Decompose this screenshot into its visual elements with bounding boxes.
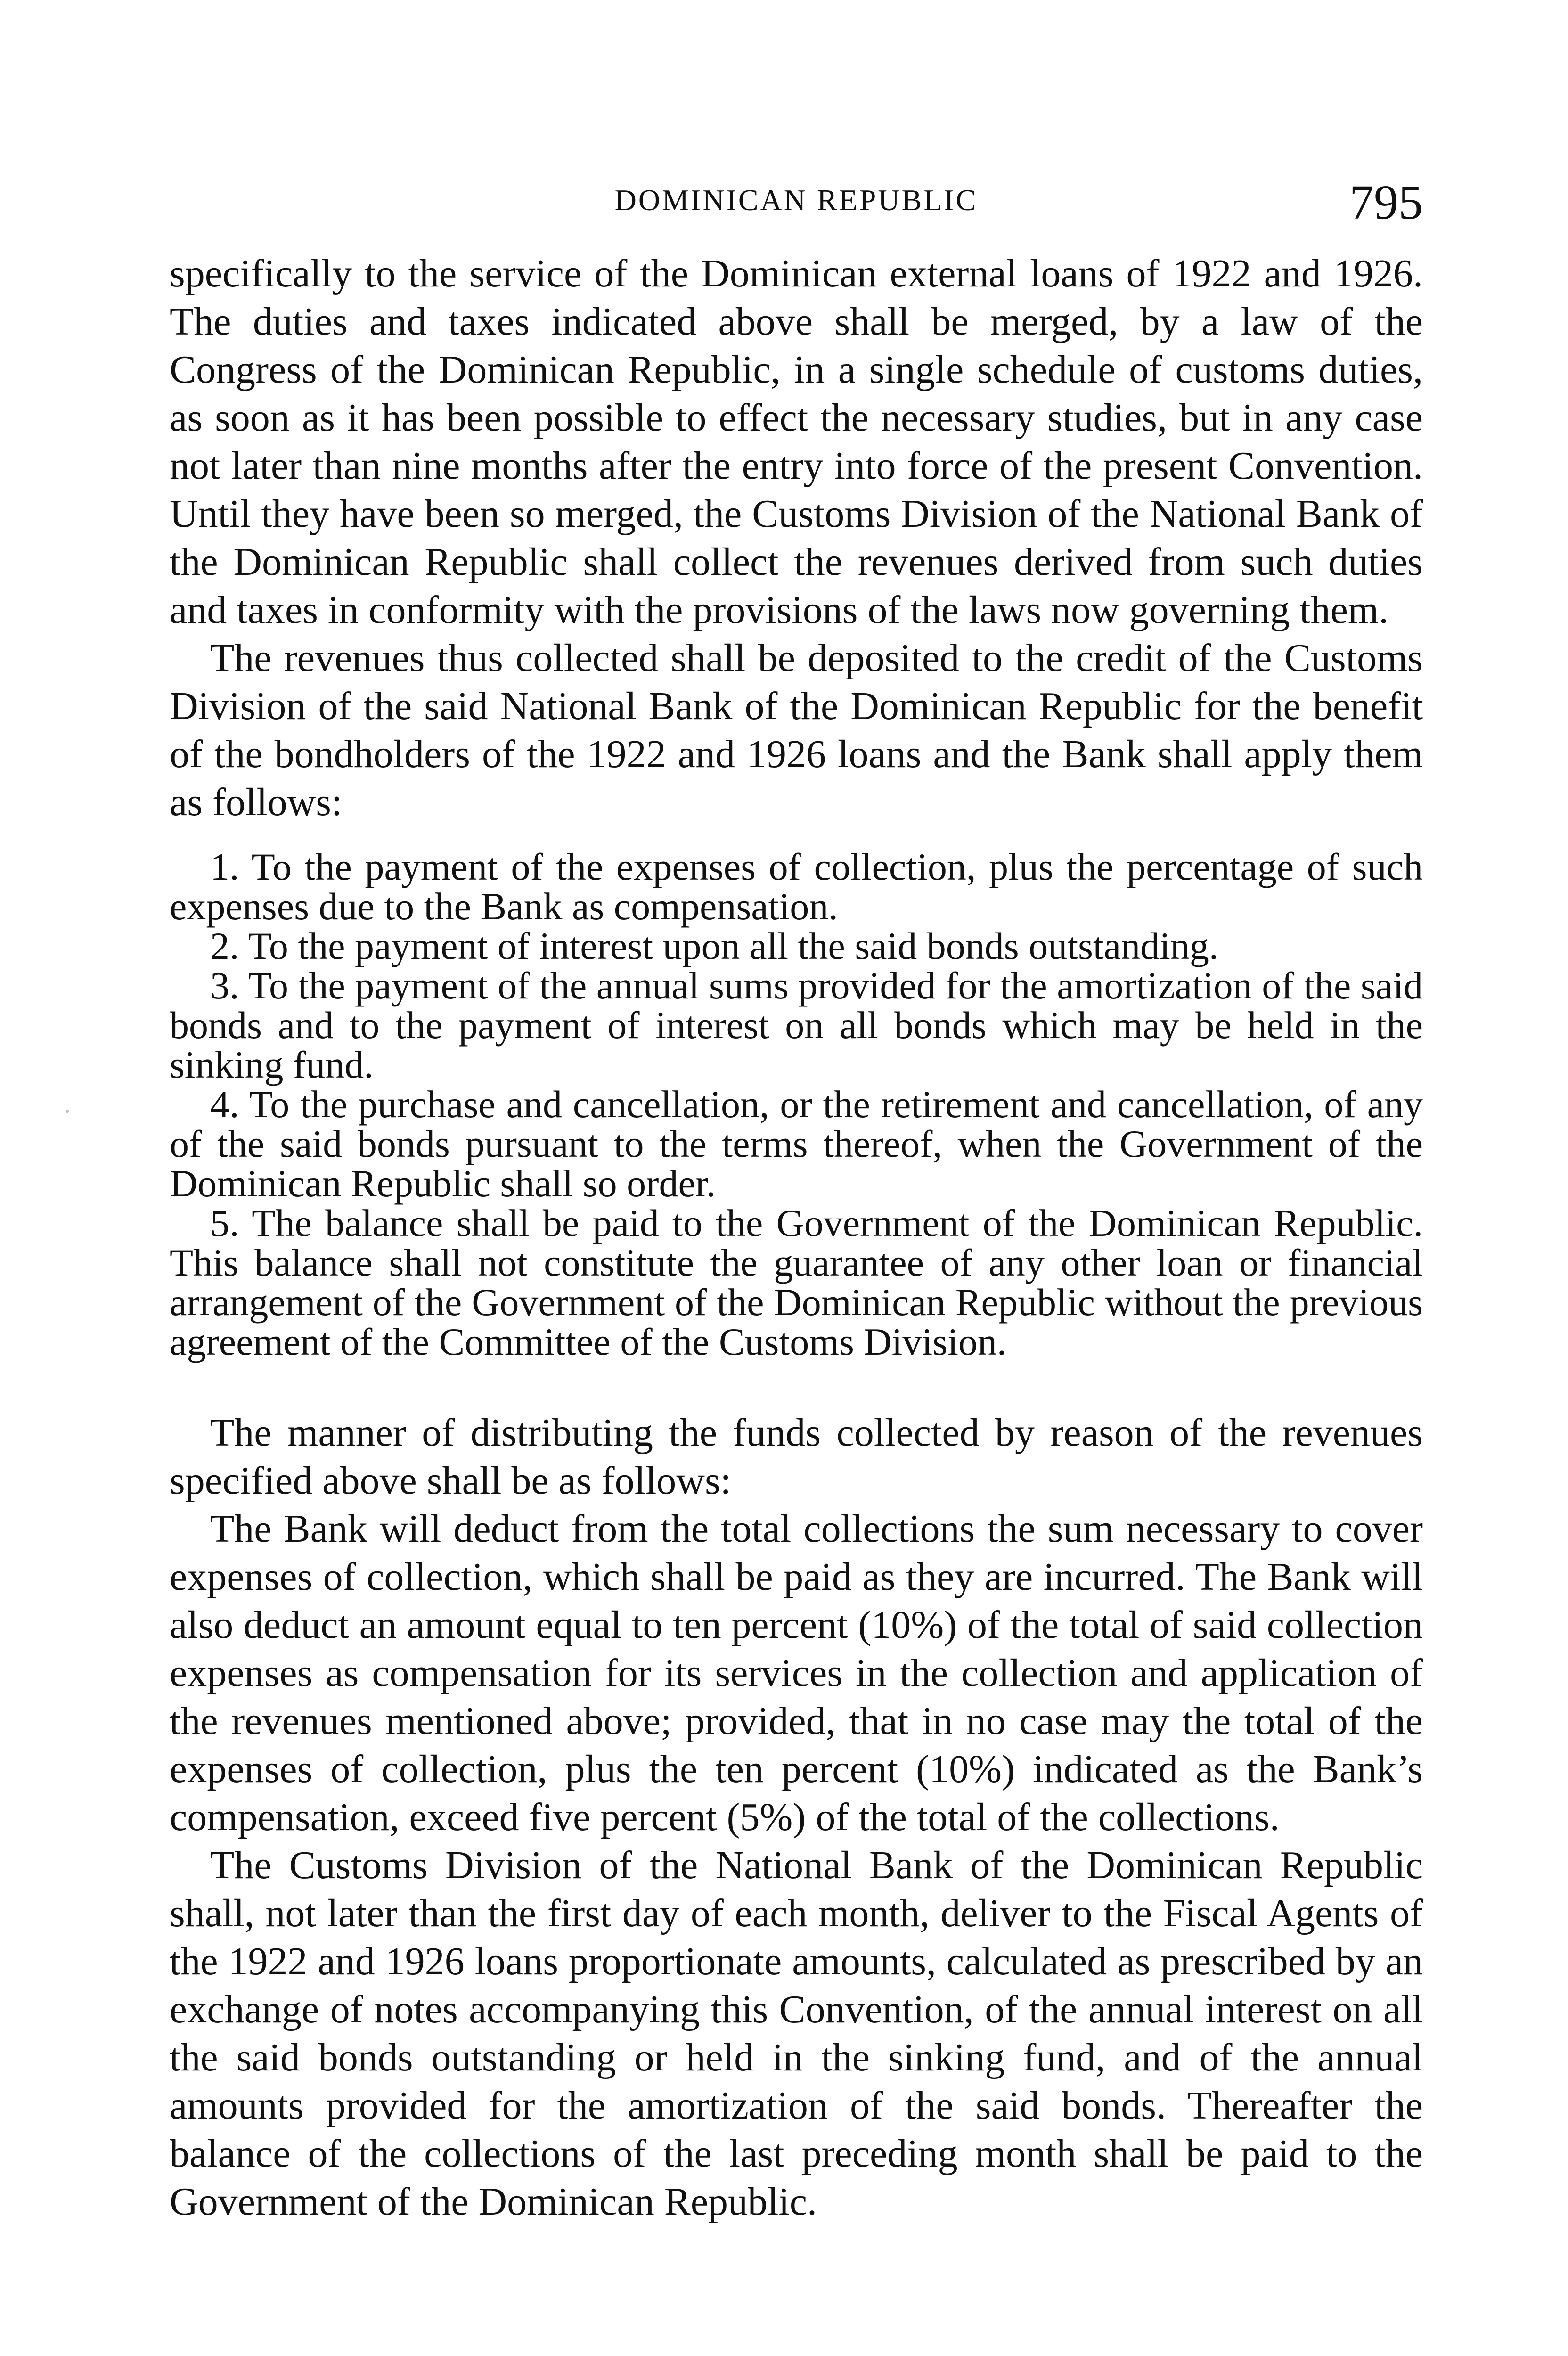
list-item: 5. The balance shall be paid to the Government of the Dominican Republic. This balance shall not constitute the guarantee of any other loan or financial arrangement of the Government of the Dominican Republic without the previous agreement of the Committee of the Customs Division. xyxy=(170,1202,1423,1363)
paragraph-distribution-intro: The manner of distributing the funds collected by reason of the revenues specified above shall be as follows: xyxy=(170,1411,1423,1503)
page-number: 795 xyxy=(1349,175,1423,229)
running-title: DOMINICAN REPUBLIC xyxy=(614,183,978,217)
paragraph-monthly-delivery: The Customs Division of the National Bank of the Dominican Republic shall, not later than the first day of each month, deliver to the Fiscal Agents of the 1922 and 1926 loans proportionate amounts, calculated as prescribed by an exchange of notes accompanying this Convention, of the annual interest on all the said bonds outstanding or held in the sinking fund, and of the annual amounts provided for the amortization of the said bonds. Thereafter the balance of the collections of the last preceding month shall be paid to the Government of the Dominican Republic. xyxy=(170,1843,1423,2224)
application-list xyxy=(170,847,1423,1362)
paragraph-bank-deductions: The Bank will deduct from the total collections the sum necessary to cover expenses of collection, which shall be paid as they are incurred. The Bank will also deduct an amount equal to ten percent (10%) of the total of said collection expenses as compensation for its services in the collection and application of the revenues mentioned above; provided, that in no case may the total of the expenses of collection, plus the ten percent (10%) indicated as the Bank’s compensation, exceed five percent (5%) of the total of the collections. xyxy=(170,1507,1423,1839)
running-head xyxy=(170,174,1423,229)
paragraph-continuation: specifically to the service of the Dominican external loans of 1922 and 1926. The duties and taxes indicated above shall be merged, by a law of the Congress of the Dominican Republic, in a single schedule of customs duties, as soon as it has been possible to effect the necessary studies, but in any case not later than nine months after the entry into force of the present Convention. Until they have been so merged, the Customs Division of the National Bank of the Dominican Republic shall collect the revenues derived from such duties and taxes in conformity with the provisions of the laws now governing them. xyxy=(170,252,1423,632)
list-item: 3. To the payment of the annual sums provided for the amortization of the said bonds and to the payment of interest on all bonds which may be held in the sinking fund. xyxy=(170,964,1423,1086)
list-item: 4. To the purchase and cancellation, or the retirement and cancellation, of any of the said bonds pursuant to the terms thereof, when the Government of the Dominican Republic shall so order. xyxy=(170,1083,1423,1205)
section-gap xyxy=(170,1362,1423,1409)
paragraph-revenues-deposit: The revenues thus collected shall be deposited to the credit of the Customs Division of the said National Bank of the Dominican Republic for the benefit of the bondholders of the 1922 and 1926 loans and the Bank shall apply them as follows: xyxy=(170,636,1423,824)
body-text xyxy=(170,250,1423,2226)
list-item: 1. To the payment of the expenses of collection, plus the percentage of such expenses due to the Bank as compensation. xyxy=(170,845,1423,928)
list-item: 2. To the payment of interest upon all the said bonds outstanding. xyxy=(210,924,1219,967)
margin-speck xyxy=(66,1110,69,1113)
